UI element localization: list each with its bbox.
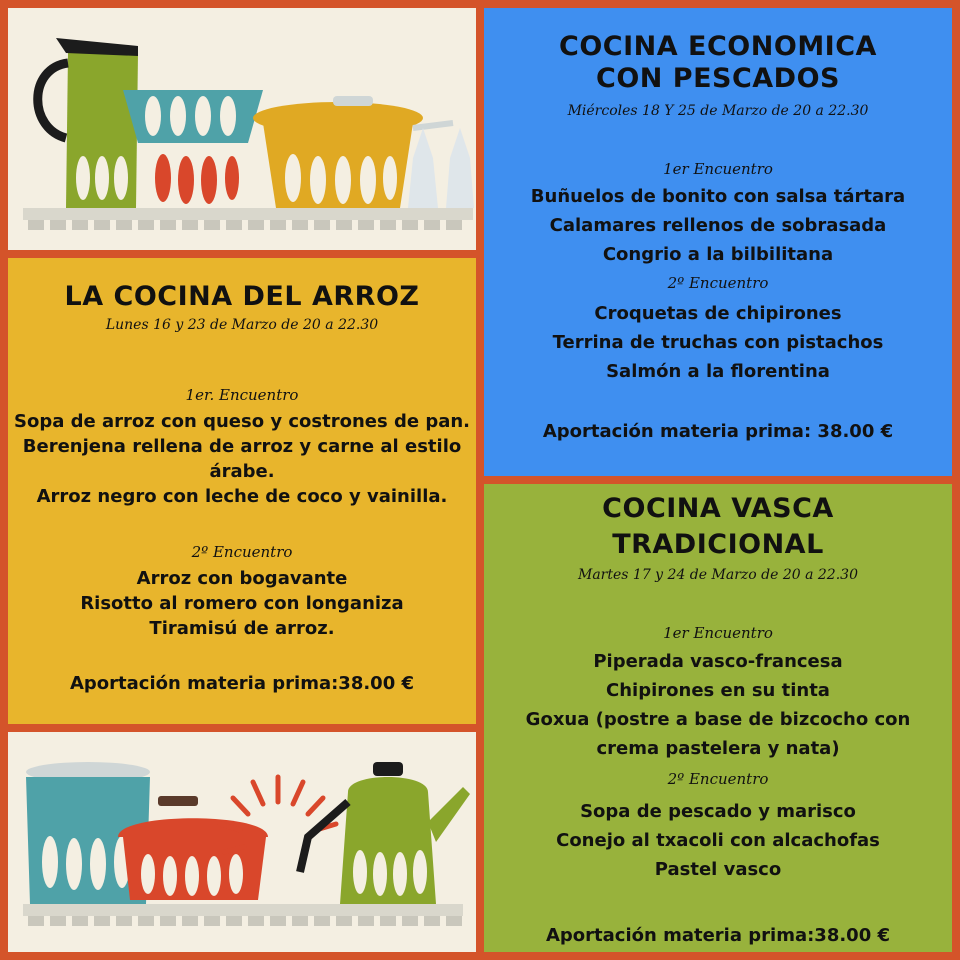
vasca-dates: Martes 17 y 24 de Marzo de 20 a 22.30 [578,567,858,583]
shelf-scallops [28,220,462,230]
pescado-price: Aportación materia prima: 38.00 € [542,421,894,442]
vasca-dish: Goxua (postre a base de bizcocho con [525,709,911,730]
pescado-title-line-2: CON PESCADOS [596,63,840,94]
vasca-dish: Pastel vasco [654,859,782,880]
kitchenware-illustration-top [8,8,476,250]
pescado-dish: Salmón a la florentina [606,361,830,382]
pescado-encuentro-2: 2º Encuentro [667,274,769,292]
vasca-dish: Piperada vasco-francesa [593,651,843,672]
vasca-dish: Chipirones en su tinta [606,680,830,701]
arroz-dish: Arroz negro con leche de coco y vainilla. [36,486,448,507]
pescado-dates: Miércoles 18 Y 25 de Marzo de 20 a 22.30 [567,103,869,119]
vasca-title-line-1: COCINA VASCA [602,493,834,524]
kitchenware-illustration-bottom [8,732,476,952]
arroz-price: Aportación materia prima:38.00 € [69,673,415,694]
shelf [23,904,463,916]
pescado-dish: Congrio a la bilbilitana [602,244,834,265]
kitchenware-top-drawing [8,8,476,250]
pescado-title-line-1: COCINA ECONOMICA [559,31,877,62]
vasca-dish: Conejo al txacoli con alcachofas [556,830,880,851]
arroz-course-panel [8,258,476,724]
arroz-encuentro-1: 1er. Encuentro [185,386,299,404]
vasca-dish: crema pastelera y nata) [596,738,840,759]
arroz-title: LA COCINA DEL ARROZ [64,281,420,312]
green-kettle-icon [300,762,470,904]
pescado-dish: Croquetas de chipirones [594,303,842,324]
pescado-dish: Buñuelos de bonito con salsa tártara [530,186,906,207]
pescado-course-panel [484,8,952,476]
pescado-encuentro-1: 1er Encuentro [663,160,773,178]
teal-bowl-icon [123,90,263,208]
shelf [23,208,473,220]
vasca-dish: Sopa de pescado y marisco [580,801,856,822]
arroz-encuentro-2: 2º Encuentro [191,543,293,561]
arroz-dates: Lunes 16 y 23 de Marzo de 20 a 22.30 [105,317,379,333]
vasca-encuentro-2: 2º Encuentro [667,770,769,788]
pescado-dish: Terrina de truchas con pistachos [552,332,884,353]
arroz-dish: Risotto al romero con longaniza [80,593,404,614]
green-pitcher-icon [38,38,138,208]
arroz-dish: Berenjena rellena de arroz y carne al estilo [22,436,462,457]
vasca-price: Aportación materia prima:38.00 € [545,925,891,946]
pepper-shaker-icon [446,128,474,208]
salt-shaker-icon [408,128,438,208]
vasca-course-panel [484,484,952,952]
vasca-title-line-2: TRADICIONAL [612,529,824,560]
arroz-dish: Sopa de arroz con queso y costrones de pan. [13,411,470,432]
pescado-dish: Calamares rellenos de sobrasada [549,215,887,236]
arroz-dish: Tiramisú de arroz. [149,618,335,639]
arroz-dish: árabe. [209,461,275,482]
kitchenware-bottom-drawing [8,732,476,952]
vasca-encuentro-1: 1er Encuentro [663,624,773,642]
arroz-dish: Arroz con bogavante [136,568,348,589]
shelf-scallops [28,916,462,926]
